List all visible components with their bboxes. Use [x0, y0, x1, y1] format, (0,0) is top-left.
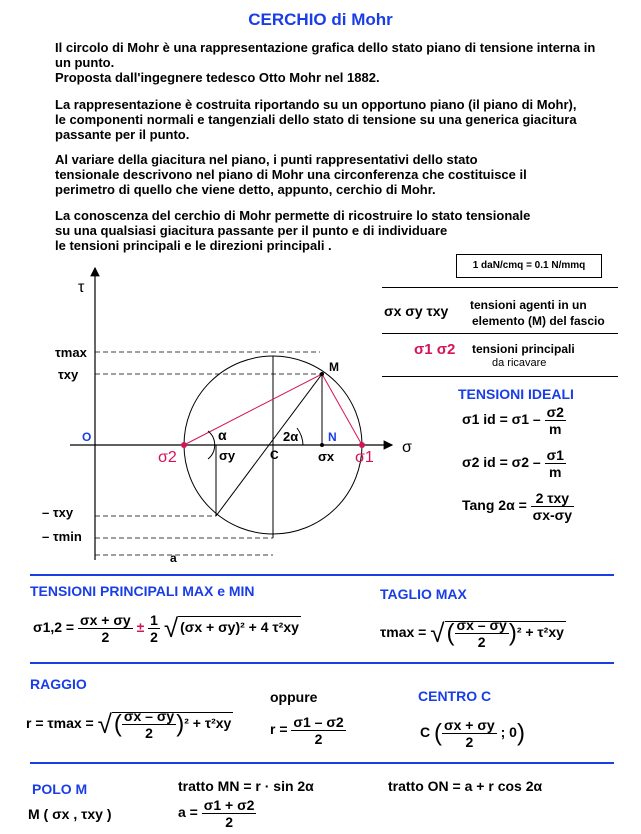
fraction	[122, 708, 176, 741]
numerator: σ2	[546, 404, 564, 420]
paragraph-usage	[55, 208, 625, 253]
radicand: (σx + σy)² + 4 τ²xy	[178, 616, 301, 635]
text-line: passante per il punto.	[55, 127, 190, 142]
mohr-circle-diagram	[0, 260, 430, 570]
paragraph-construction	[55, 97, 625, 142]
radicand-tail: ² + τ²xy	[184, 715, 232, 732]
point-sigma1	[359, 442, 365, 448]
center-tail: ; 0	[500, 724, 517, 741]
section-separator	[30, 574, 614, 576]
acting-stress-desc-2: elemento (M) del fascio	[472, 314, 605, 328]
legend-rule-middle	[382, 333, 618, 334]
text-line: La rappresentazione è costruita riportando su un opportuno piano (il piano di Mohr),	[55, 97, 577, 112]
denominator: 2	[314, 731, 323, 747]
numerator: σx + σy	[444, 717, 495, 733]
plus-minus-sign: ±	[136, 619, 145, 636]
radicand-tail: ² + τ²xy	[516, 624, 564, 641]
origin-label: O	[82, 430, 92, 444]
alpha-label: α	[218, 427, 227, 443]
section-separator	[30, 762, 614, 764]
numerator: σx – σy	[456, 617, 507, 633]
text-line: le tensioni principali e le direzioni principali .	[55, 238, 332, 253]
formula-lhs: Tang 2α =	[462, 497, 527, 514]
denominator: σx-σy	[532, 507, 573, 523]
unit-conversion-box: 1 daN/cmq = 0.1 N/mmq	[456, 254, 602, 278]
formula-lhs: σ1,2 =	[33, 619, 75, 636]
principal-stresses-heading: TENSIONI PRINCIPALI MAX e MIN	[30, 583, 255, 599]
sigma1-label: σ1	[355, 449, 374, 466]
text-line: un punto.	[55, 55, 115, 70]
point-n	[320, 443, 324, 447]
legend-rule-bottom	[382, 376, 618, 377]
fraction	[442, 717, 497, 750]
formula-lhs: σ1 id =	[462, 411, 508, 428]
fraction	[545, 404, 566, 437]
tangent-formula	[462, 490, 574, 523]
open-paren-icon: (	[113, 710, 122, 738]
formula-rhs: σ2 –	[511, 454, 541, 471]
numerator: 1	[150, 612, 158, 628]
denominator: 2	[101, 629, 110, 645]
numerator: σ1	[546, 447, 564, 463]
denominator: 2	[477, 634, 486, 650]
text-line: perimetro di quello che viene detto, appunto, cerchio di Mohr.	[55, 182, 436, 197]
max-shear-heading: TAGLIO MAX	[380, 586, 467, 602]
fraction	[545, 447, 566, 480]
a-label: a	[170, 551, 177, 565]
formula-lhs: r =	[270, 721, 288, 738]
point-sigma2	[181, 442, 187, 448]
principal-stress-desc-2: da ricavare	[492, 357, 547, 369]
radicand	[445, 617, 566, 650]
tau-axis-label: τ	[78, 279, 85, 296]
fraction	[291, 714, 345, 747]
denominator: m	[549, 421, 562, 437]
neg-tau-xy-label: – τxy	[42, 505, 74, 520]
center-symbol: C	[420, 724, 431, 741]
principal-stresses-formula	[33, 612, 301, 645]
radius-heading: RAGGIO	[30, 676, 87, 692]
formula-lhs: r = τmax =	[26, 715, 94, 732]
principal-stress-desc-1: tensioni principali	[472, 342, 575, 356]
tau-max-label: τmax	[55, 345, 87, 360]
page-title: CERCHIO di Mohr	[248, 10, 393, 29]
point-m-label: M	[329, 360, 339, 374]
denominator: 2	[225, 814, 233, 830]
point-c-label: C	[270, 448, 279, 462]
close-paren-icon: )	[176, 710, 185, 738]
sigma-y-label: σy	[219, 448, 236, 463]
square-root-icon: √	[97, 709, 112, 739]
segment-mn-formula: tratto MN = r · sin 2α	[178, 778, 314, 794]
text-line: La conoscenza del cerchio di Mohr permette di ricostruire lo stato tensionale	[55, 208, 531, 223]
two-alpha-label: 2α	[283, 429, 299, 444]
text-line: Il circolo di Mohr è una rappresentazione grafica dello stato piano di tensione interna in	[55, 40, 596, 55]
paragraph-intro	[55, 40, 625, 85]
close-paren-icon: )	[508, 619, 517, 647]
denominator: 2	[150, 629, 158, 645]
fraction	[78, 612, 133, 645]
point-n-label: N	[328, 430, 337, 444]
pole-coordinates: M ( σx , τxy )	[28, 806, 112, 822]
point-m	[320, 372, 324, 376]
chord-sigma2-m	[184, 374, 322, 445]
radius-formula	[26, 708, 233, 741]
acting-stress-symbols: σx σy τxy	[384, 303, 449, 319]
principal-stress-symbols: σ1 σ2	[414, 341, 456, 358]
sigma1-ideal-formula	[462, 404, 566, 437]
open-paren-icon: (	[446, 619, 455, 647]
legend-rule-top	[382, 287, 618, 288]
text-line: su una qualsiasi giacitura passante per il punto e di individuare	[55, 223, 448, 238]
radius-alt-formula	[270, 714, 346, 747]
denominator: 2	[465, 734, 474, 750]
denominator: 2	[145, 725, 153, 741]
max-shear-formula	[380, 617, 566, 650]
or-label: oppure	[270, 689, 318, 705]
denominator: m	[549, 464, 562, 480]
acting-stress-desc-1: tensioni agenti in un	[470, 298, 587, 312]
center-formula	[420, 717, 525, 750]
ideal-stresses-heading: TENSIONI IDEALI	[458, 386, 574, 402]
numerator: σx – σy	[123, 708, 175, 724]
sigma2-ideal-formula	[462, 447, 566, 480]
radicand	[112, 708, 233, 741]
square-root-icon: √	[430, 618, 445, 648]
numerator: σx + σy	[80, 612, 131, 628]
sigma-x-label: σx	[318, 449, 335, 464]
sigma2-label: σ2	[158, 449, 177, 466]
formula-lhs: a =	[178, 804, 198, 821]
fraction	[455, 617, 509, 650]
numerator: 2 τxy	[531, 490, 574, 507]
formula-rhs: σ1 –	[511, 411, 541, 428]
neg-tau-min-label: – τmin	[42, 529, 82, 544]
text-line: Proposta dall'ingegnere tedesco Otto Mohr nel 1882.	[55, 70, 380, 85]
fraction	[531, 490, 574, 523]
formula-lhs: τmax =	[380, 624, 427, 641]
pole-heading: POLO M	[32, 781, 88, 797]
sigma-axis-label: σ	[402, 439, 412, 456]
open-paren-icon: (	[434, 719, 443, 747]
tau-xy-label: τxy	[58, 367, 79, 382]
formula-lhs: σ2 id =	[462, 454, 508, 471]
fraction	[202, 797, 257, 830]
numerator: σ1 – σ2	[293, 714, 344, 730]
segment-on-formula: tratto ON = a + r cos 2α	[388, 778, 543, 794]
close-paren-icon: )	[516, 719, 525, 747]
a-formula	[178, 797, 256, 830]
paragraph-circle	[55, 152, 625, 197]
numerator: σ1 + σ2	[203, 797, 255, 813]
square-root-icon: √	[163, 613, 179, 643]
text-line: Al variare della giacitura nel piano, i punti rappresentativi dello stato	[55, 152, 478, 167]
text-line: tensionale descrivono nel piano di Mohr una circonferenza che costituisce il	[55, 167, 527, 182]
fraction	[148, 612, 160, 645]
center-heading: CENTRO C	[418, 688, 492, 704]
text-line: le componenti normali e tangenziali dello stato di tensione su una generica giacitura	[55, 112, 577, 127]
section-separator	[30, 662, 614, 664]
